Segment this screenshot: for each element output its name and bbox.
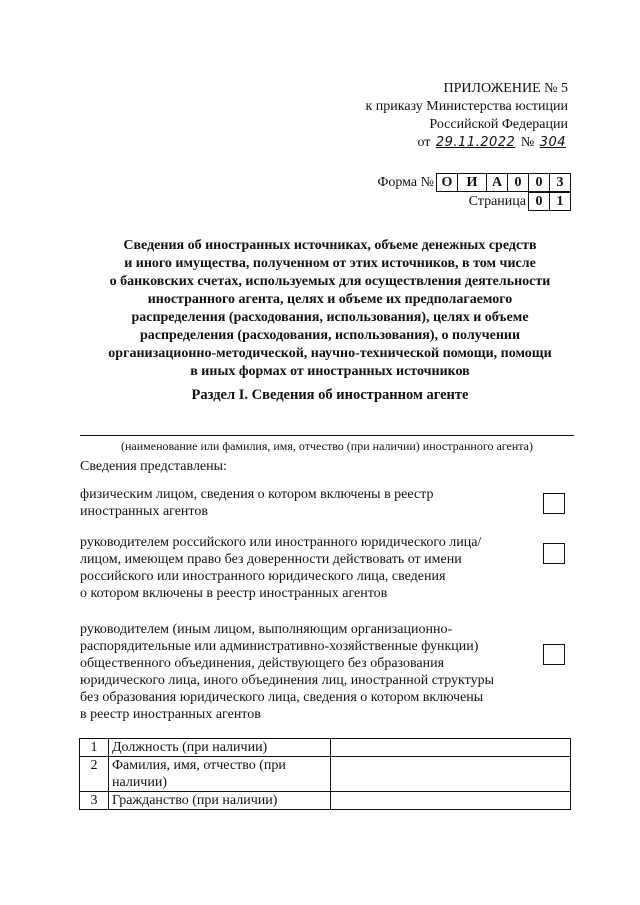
form-label: Форма №: [377, 174, 434, 190]
form-code-cell: 3: [549, 174, 570, 191]
field-value-cell[interactable]: [331, 739, 571, 757]
page-label: Страница: [468, 193, 526, 209]
appendix-title: ПРИЛОЖЕНИЕ № 5: [443, 81, 568, 96]
number-prefix: №: [520, 135, 535, 150]
option-association-head: [80, 621, 540, 723]
title-line: о банковских счетах, используемых для осуществления деятельности: [109, 274, 551, 289]
option-text-line: физическим лицом, сведения о котором включены в реестр: [80, 487, 434, 502]
agent-name-caption: (наименование или фамилия, имя, отчество (при наличии) иностранного агента): [120, 439, 533, 453]
appendix-header: [365, 80, 568, 152]
option-text-line: руководителем российского или иностранного юридического лица/: [80, 535, 482, 550]
title-line: в иных формах от иностранных источников: [190, 364, 470, 379]
table-row: [80, 739, 571, 757]
appendix-ministry-line: Российской Федерации: [429, 117, 568, 132]
option-text-line: о котором включены в реестр иностранных агентов: [80, 586, 388, 601]
row-number: 1: [80, 739, 109, 757]
field-value-cell[interactable]: [331, 757, 571, 792]
document-title: [70, 237, 590, 381]
provided-by-label: Сведения представлены:: [80, 459, 227, 474]
form-code-cell: О: [441, 175, 453, 190]
field-label-line: Фамилия, имя, отчество (при: [112, 758, 286, 773]
form-code-cell: 0: [528, 174, 549, 191]
title-line: распределения (расходования, использования), о получении: [139, 328, 521, 343]
order-number: 304: [539, 135, 566, 150]
title-line: иностранного агента, целях и объеме их предполагаемого: [147, 292, 513, 307]
page-number-row: [469, 192, 571, 211]
option-text-line: иностранных агентов: [80, 504, 208, 519]
field-label: [109, 757, 331, 792]
option-association-head-checkbox[interactable]: [543, 644, 565, 665]
option-text-line: общественного объединения, действующего без образования: [80, 656, 445, 671]
option-text-line: в реестр иностранных агентов: [80, 707, 261, 722]
title-line: и иного имущества, полученном от этих источников, в том числе: [124, 256, 536, 271]
form-code-cell: И: [457, 174, 486, 191]
agent-name-field[interactable]: [80, 435, 574, 436]
date-prefix: от: [417, 135, 431, 150]
form-code-cell: 0: [507, 174, 528, 191]
field-label-line: Должность (при наличии): [112, 740, 268, 755]
option-text-line: распорядительные или административно-хозяйственные функции): [80, 639, 479, 654]
option-text-line: лицом, имеющем право без доверенности действовать от имени: [80, 552, 462, 567]
order-date: 29.11.2022: [435, 135, 516, 150]
form-code-cell: А: [486, 174, 507, 191]
table-row: [80, 757, 571, 792]
option-text-line: российского или иностранного юридического лица, сведения: [80, 569, 446, 584]
form-code-row: [377, 173, 571, 192]
title-line: распределения (расходования, использования), целях и объеме: [131, 310, 529, 325]
field-label-line: наличии): [112, 775, 167, 790]
field-label: [109, 792, 331, 810]
appendix-date-line: [365, 134, 568, 152]
page-number-cell: 0: [535, 194, 543, 209]
row-number: 3: [80, 792, 109, 810]
title-line: Сведения об иностранных источниках, объеме денежных средств: [123, 238, 537, 253]
option-text-line: без образования юридического лица, сведения о котором включены: [80, 690, 484, 705]
option-individual: [80, 486, 540, 520]
field-label-line: Гражданство (при наличии): [112, 793, 278, 808]
option-legal-entity-head: [80, 534, 540, 602]
option-legal-entity-head-checkbox[interactable]: [543, 543, 565, 564]
page-number-cells: [528, 192, 571, 211]
field-value-cell[interactable]: [331, 792, 571, 810]
option-text-line: юридического лица, иного объединения лиц, иностранной структуры: [80, 673, 494, 688]
agent-info-table: [79, 738, 571, 810]
field-label: [109, 739, 331, 757]
appendix-order-line: к приказу Министерства юстиции: [365, 99, 568, 114]
option-text-line: руководителем (иным лицом, выполняющим организационно-: [80, 622, 453, 637]
page-number-cell: 1: [549, 193, 570, 210]
section-title: Раздел I. Сведения об иностранном агенте: [191, 387, 469, 403]
table-row: [80, 792, 571, 810]
option-individual-checkbox[interactable]: [543, 493, 565, 514]
row-number: 2: [80, 757, 109, 792]
form-code-cells: [436, 173, 571, 192]
title-line: организационно-методической, научно-технической помощи, помощи: [108, 346, 552, 361]
